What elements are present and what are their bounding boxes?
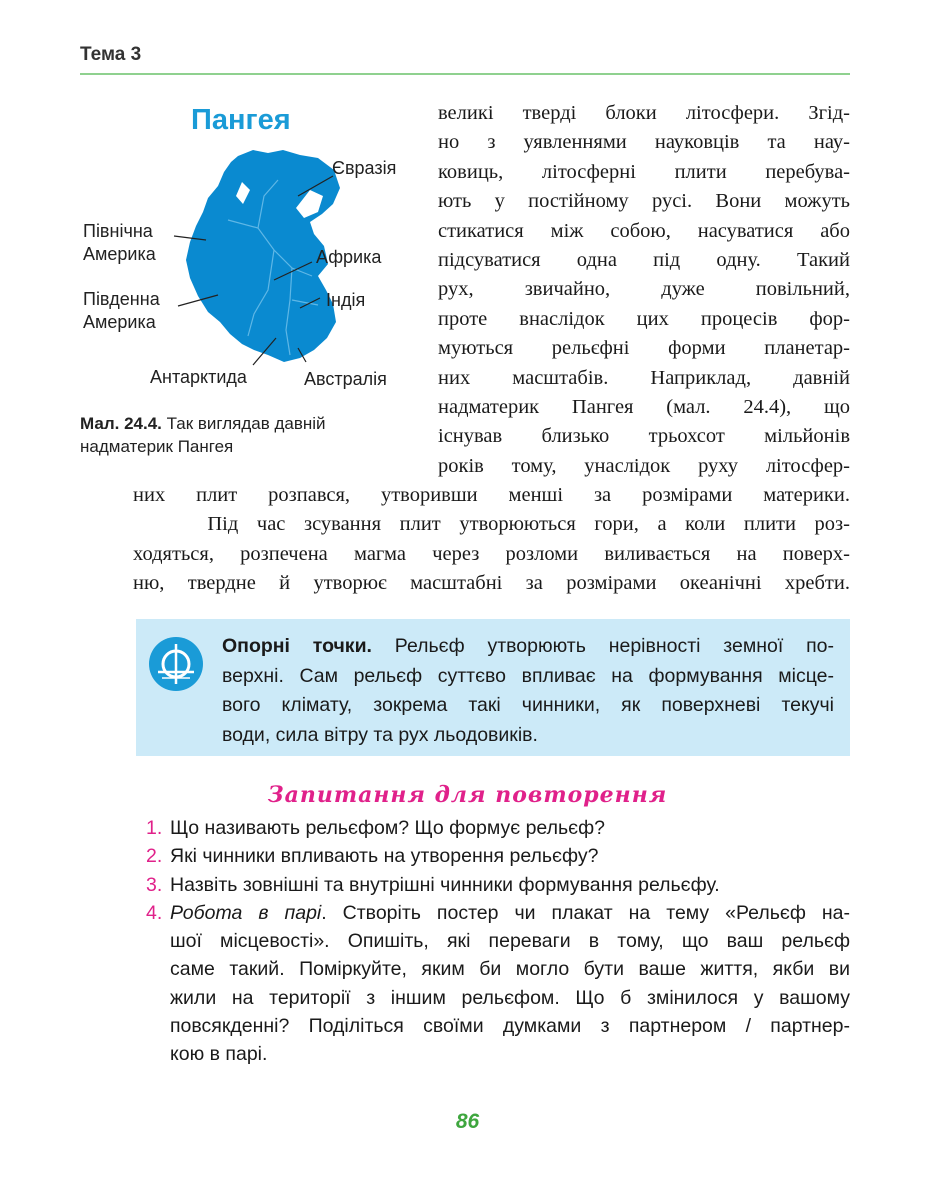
- label-australia: Австралія: [304, 369, 387, 389]
- topic-header: Тема 3: [80, 44, 142, 65]
- questions-list: [146, 814, 850, 1069]
- key-points-heading: Опорні точки.: [222, 635, 372, 657]
- question-number: 3.: [146, 873, 163, 896]
- key-line: верхні. Сам рельєф суттєво впливає на формування місце-: [222, 664, 834, 687]
- text-line: ковиць, літосферні плити перебува-: [438, 160, 850, 183]
- label-south-america-1: Південна: [83, 289, 160, 309]
- question-item: [146, 842, 850, 870]
- question-item: [146, 899, 850, 1069]
- crosshair-target-icon: [148, 636, 204, 697]
- label-south-america-2: Америка: [83, 312, 156, 332]
- text-line: проте внаслідок цих процесів фор-: [438, 307, 850, 330]
- question-text: Що називають рельєфом? Що формує рельєф?: [170, 817, 605, 839]
- label-africa: Африка: [316, 247, 382, 267]
- question-text: Назвіть зовнішні та внутрішні чинники формування рельєфу.: [170, 873, 720, 896]
- key-points-text: [222, 632, 834, 750]
- text-line: них масштабів. Наприклад, давній: [438, 366, 850, 389]
- figure-caption: [80, 412, 400, 458]
- header-divider: [80, 73, 850, 75]
- key-line: Рельєф утворюють нерівності земної по-: [371, 635, 834, 657]
- body-text: [133, 481, 850, 599]
- question-text: шої місцевості». Опишіть, які переваги в тому, що ваш рельєф: [170, 930, 850, 953]
- text-line: ходяться, розпечена магма через розломи виливається на поверх-: [133, 542, 850, 565]
- text-line: ню, твердне й утворює масштабні за розмірами океанічні хребти.: [133, 572, 850, 595]
- question-text: кою в парі.: [170, 1043, 268, 1066]
- question-number: 2.: [146, 845, 163, 868]
- key-line: води, сила вітру та рух льодовиків.: [222, 723, 538, 746]
- question-item: [146, 871, 850, 899]
- text-line: надматерик Пангея (мал. 24.4), що: [438, 395, 850, 418]
- question-item: [146, 814, 850, 842]
- caption-text-2: надматерик Пангея: [80, 437, 234, 456]
- text-line: рух, звичайно, дуже повільний,: [438, 278, 850, 301]
- question-text: [170, 899, 850, 927]
- key-line: вого клімату, зокрема такі чинники, як поверхневі текучі: [222, 694, 834, 717]
- caption-text-1: Так виглядав давній: [161, 414, 326, 433]
- right-column-text: [438, 99, 850, 481]
- text-line: стикатися між собою, насуватися або: [438, 219, 850, 242]
- text-line: них плит розпався, утворивши менші за розмірами материки.: [133, 484, 850, 506]
- label-antarctica: Антарктида: [150, 367, 247, 387]
- question-text: Які чинники впливають на утворення рельєфу?: [170, 845, 599, 868]
- text-line: Під час зсування плит утворюються гори, а коли плити роз-: [133, 513, 850, 536]
- questions-title: Запитання для повторення: [267, 782, 668, 808]
- question-text: повсякденні? Поділіться своїми думками з партнером / партнер-: [170, 1015, 850, 1038]
- question-text: жили на території з іншим рельєфом. Що б змінилося у вашому: [170, 986, 850, 1009]
- label-north-america-1: Північна: [83, 221, 153, 241]
- text-line: ють у постійному русі. Вони можуть: [438, 190, 850, 213]
- question-text-part: . Створіть постер чи плакат на тему «Рельєф на-: [321, 901, 850, 924]
- text-line: великі тверді блоки літосфери. Згід-: [438, 102, 850, 124]
- text-line: но з уявленнями науковців та нау-: [438, 131, 850, 154]
- question-text: саме такий. Поміркуйте, яким би могло бути ваше життя, якби ви: [170, 958, 850, 981]
- text-line: років тому, унаслідок руху літосфер-: [438, 454, 850, 477]
- question-number: 4.: [146, 901, 163, 924]
- question-italic: Робота в парі: [170, 901, 322, 924]
- pangea-figure: [78, 100, 418, 400]
- label-india: Індія: [326, 290, 366, 310]
- text-line: підсуватися одна під одну. Такий: [438, 248, 850, 271]
- text-line: існував близько трьохсот мільйонів: [438, 425, 850, 448]
- text-line: муються рельєфні форми планетар-: [438, 337, 850, 360]
- label-eurasia: Євразія: [332, 158, 397, 178]
- caption-number: Мал. 24.4.: [80, 414, 162, 433]
- figure-title: Пангея: [191, 104, 291, 136]
- label-north-america-2: Америка: [83, 244, 156, 264]
- page-number: 86: [455, 1110, 480, 1133]
- question-number: 1.: [146, 817, 163, 839]
